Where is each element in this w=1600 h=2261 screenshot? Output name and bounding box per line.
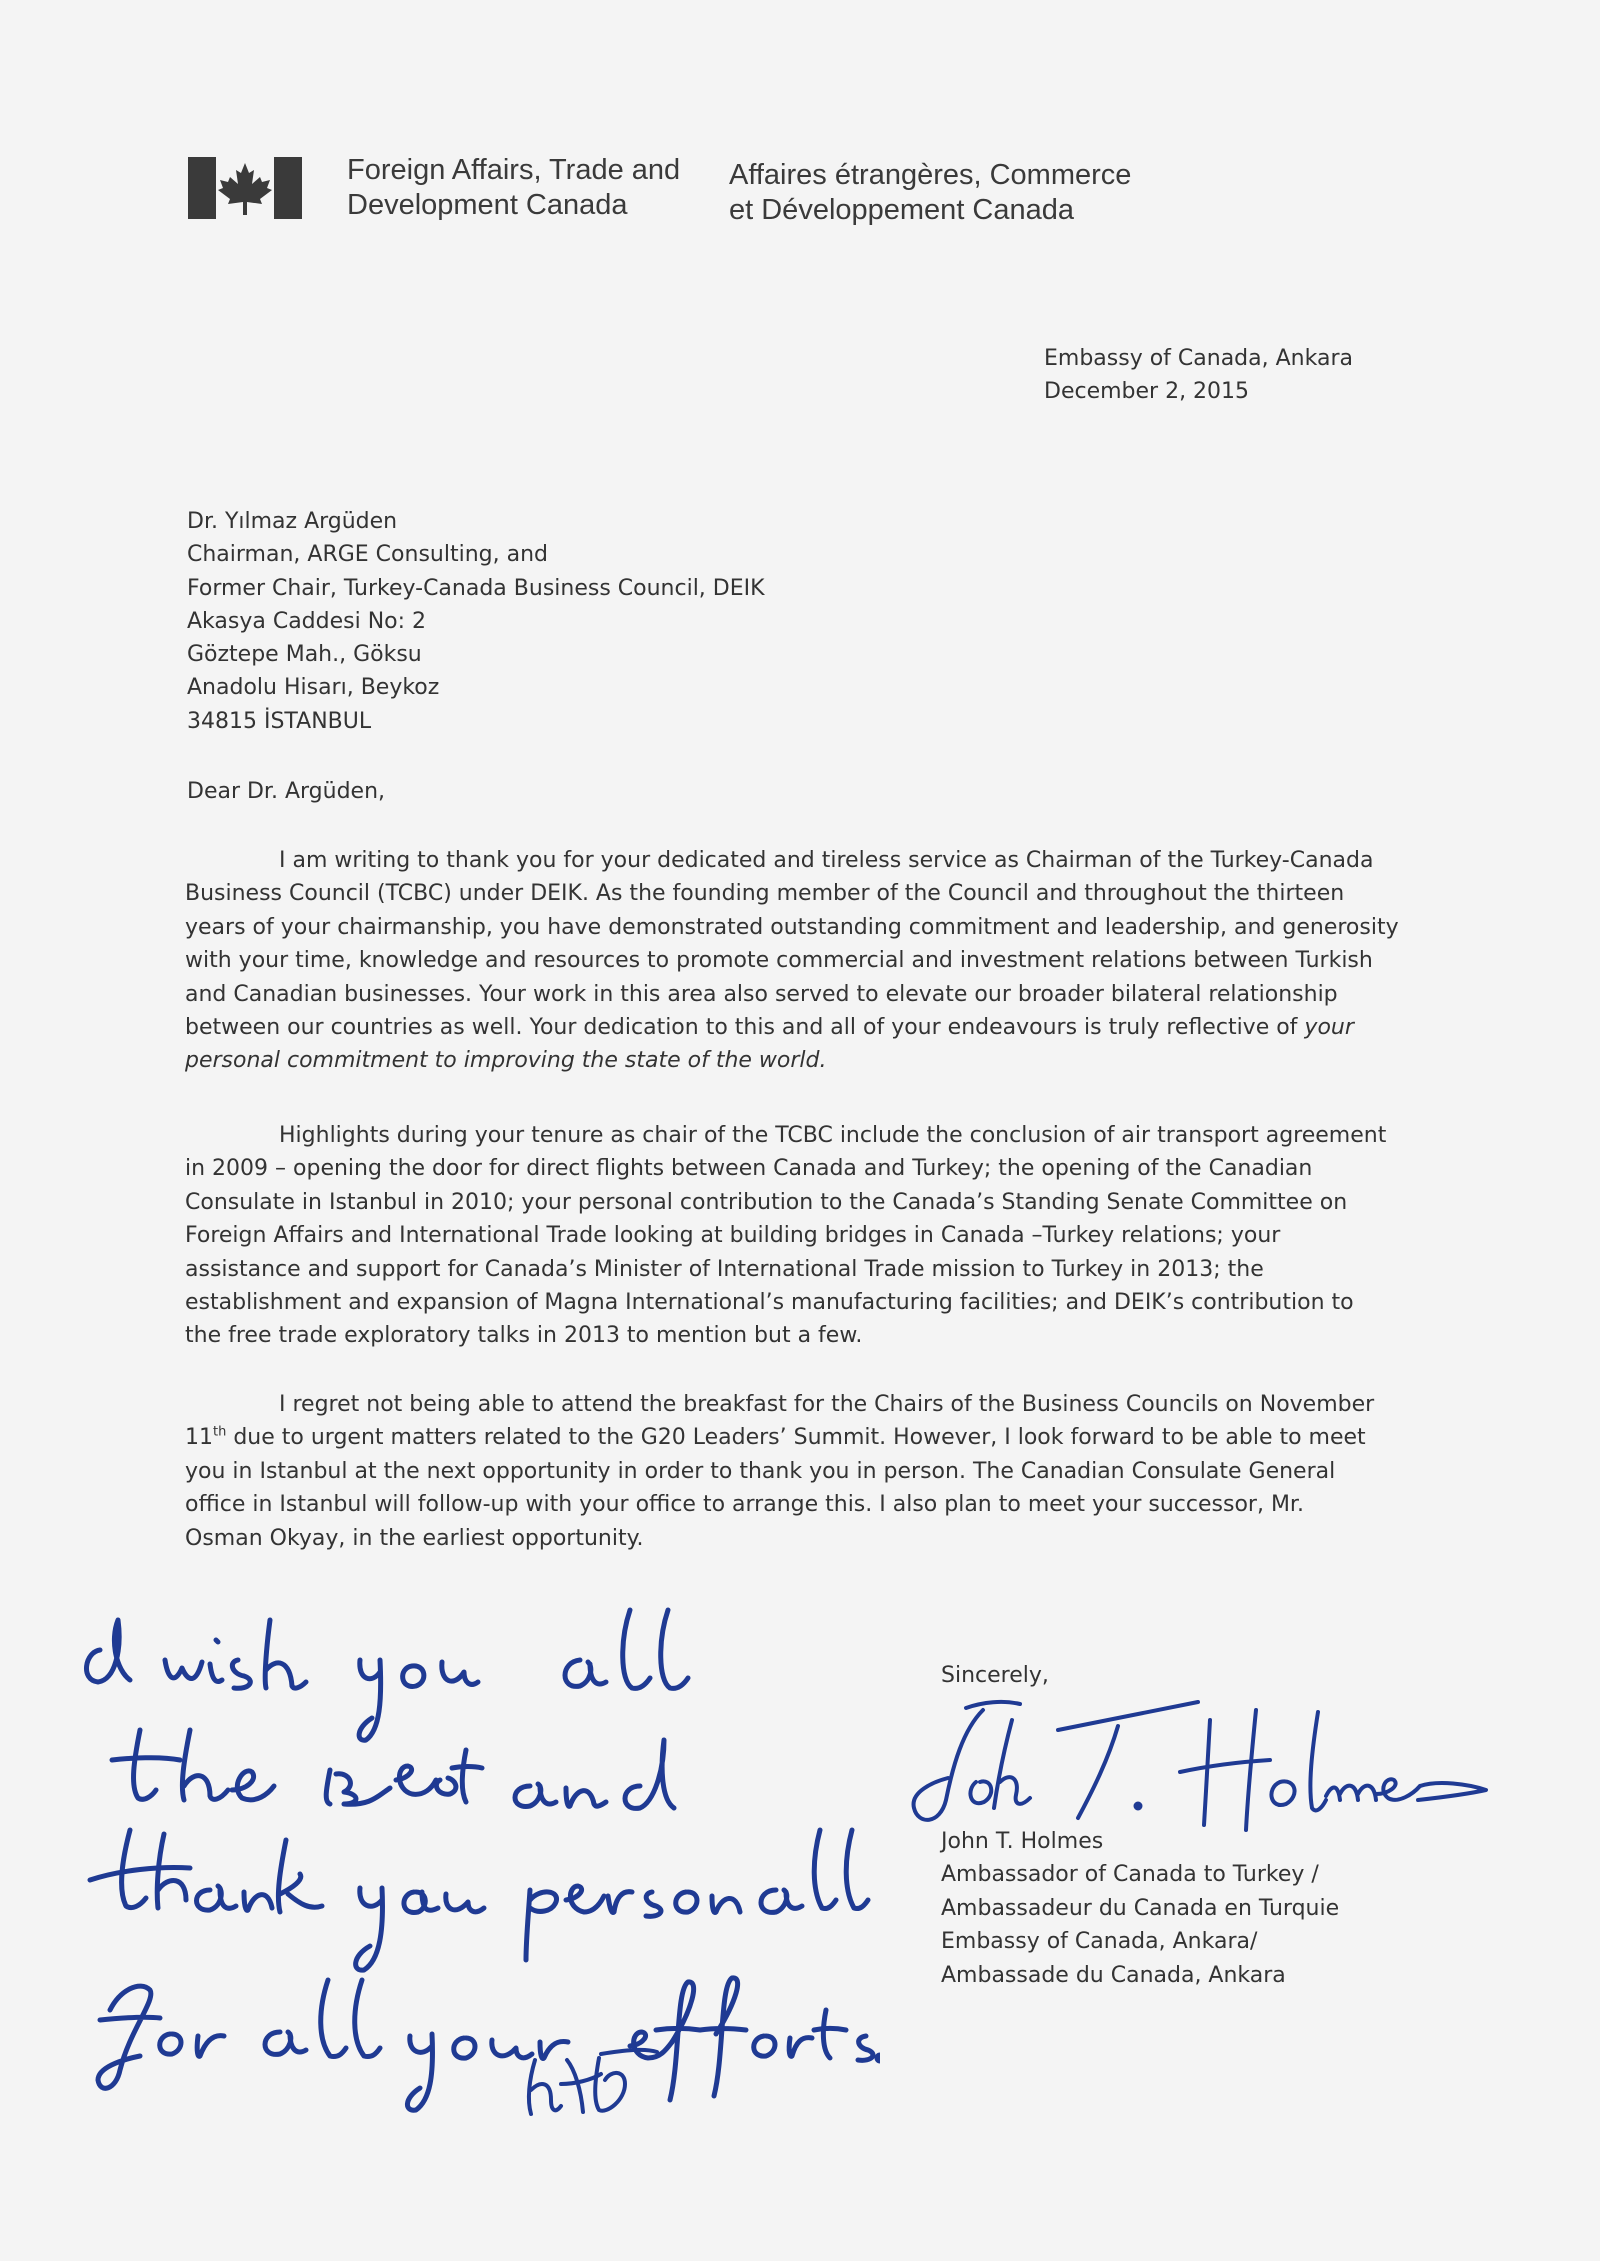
department-fr-line-2: et Développement Canada <box>729 194 1075 226</box>
paragraph-line: Consulate in Istanbul in 2010; your personal contribution to the Canada’s Standing Senate Committee on <box>185 1189 1348 1215</box>
italic-text: personal commitment to improving the state of the world. <box>185 1048 827 1074</box>
department-name-fr <box>729 158 1131 228</box>
body-paragraph-2 <box>185 1119 1425 1353</box>
ordinal-suffix: th <box>213 1425 227 1441</box>
paragraph-line: Foreign Affairs and International Trade looking at building bridges in Canada –Turkey relations; your <box>185 1223 1281 1249</box>
signatory-title: Ambassador of Canada to Turkey / <box>941 1862 1319 1888</box>
signatory-office: Embassy of Canada, Ankara/ <box>941 1929 1258 1955</box>
signatory-block <box>941 1825 1339 1992</box>
closing: Sincerely, <box>941 1663 1049 1688</box>
department-fr-line-1: Affaires étrangères, Commerce <box>729 159 1132 191</box>
paragraph-line <box>185 1044 1425 1077</box>
signatory-title: Ambassadeur du Canada en Turquie <box>941 1895 1340 1921</box>
paragraph-line <box>185 1421 1425 1454</box>
recipient-line: Former Chair, Turkey-Canada Business Council, DEIK <box>187 575 765 601</box>
letter-date: December 2, 2015 <box>1044 379 1250 404</box>
paragraph-line: and Canadian businesses. Your work in this area also served to elevate our broader bilateral relationship <box>185 981 1338 1007</box>
body-paragraph-3 <box>185 1388 1425 1555</box>
paragraph-line: Osman Okyay, in the earliest opportunity. <box>185 1525 644 1551</box>
paragraph-line: office in Istanbul will follow-up with your office to arrange this. I also plan to meet your successor, Mr. <box>185 1492 1304 1518</box>
recipient-address <box>187 505 765 738</box>
body-paragraph-1 <box>185 844 1425 1078</box>
paragraph-line: I am writing to thank you for your dedicated and tireless service as Chairman of the Turkey-Canada <box>279 848 1374 873</box>
paragraph-line: with your time, knowledge and resources to promote commercial and investment relations between Turkish <box>185 948 1373 974</box>
salutation: Dear Dr. Argüden, <box>187 779 385 804</box>
signatory-office: Ambassade du Canada, Ankara <box>941 1962 1286 1988</box>
paragraph-line: in 2009 – opening the door for direct flights between Canada and Turkey; the opening of the Canadian <box>185 1156 1313 1182</box>
signatory-name: John T. Holmes <box>941 1829 1104 1854</box>
recipient-line: 34815 İSTANBUL <box>187 708 372 734</box>
department-en-line-1: Foreign Affairs, Trade and <box>347 154 681 186</box>
department-name-en <box>347 153 680 223</box>
dateline <box>1044 342 1353 408</box>
recipient-name: Dr. Yılmaz Argüden <box>187 509 398 534</box>
canada-flag-icon <box>188 157 302 219</box>
handwritten-note <box>60 1590 880 2150</box>
italic-text: your <box>1304 1015 1354 1041</box>
paragraph-text: due to urgent matters related to the G20 Leaders’ Summit. However, I look forward to be able to meet <box>226 1425 1366 1451</box>
paragraph-line: the free trade exploratory talks in 2013 to mention but a few. <box>185 1323 863 1349</box>
recipient-line: Anadolu Hisarı, Beykoz <box>187 675 440 701</box>
paragraph-text: between our countries as well. Your dedication to this and all of your endeavours is truly reflective of <box>185 1015 1305 1041</box>
sender-location: Embassy of Canada, Ankara <box>1044 346 1353 371</box>
paragraph-line: Highlights during your tenure as chair of the TCBC include the conclusion of air transport agreement <box>279 1123 1387 1148</box>
paragraph-line: establishment and expansion of Magna International’s manufacturing facilities; and DEIK’s contribution to <box>185 1290 1354 1316</box>
handwritten-initials <box>515 2040 665 2120</box>
paragraph-line <box>185 1011 1425 1044</box>
recipient-line: Akasya Caddesi No: 2 <box>187 608 427 634</box>
paragraph-line: I regret not being able to attend the breakfast for the Chairs of the Business Councils on November <box>279 1392 1375 1417</box>
paragraph-line: you in Istanbul at the next opportunity in order to thank you in person. The Canadian Consulate General <box>185 1458 1336 1484</box>
recipient-line: Göztepe Mah., Göksu <box>187 642 422 668</box>
paragraph-line: Business Council (TCBC) under DEIK. As the founding member of the Council and throughout the thirteen <box>185 881 1345 907</box>
handwritten-signature <box>908 1690 1498 1840</box>
recipient-line: Chairman, ARGE Consulting, and <box>187 542 548 568</box>
date-number: 11 <box>185 1425 213 1451</box>
department-en-line-2: Development Canada <box>347 189 628 221</box>
paragraph-line: years of your chairmanship, you have demonstrated outstanding commitment and leadership, and generosity <box>185 914 1399 940</box>
paragraph-line: assistance and support for Canada’s Minister of International Trade mission to Turkey in 2013; the <box>185 1256 1264 1282</box>
